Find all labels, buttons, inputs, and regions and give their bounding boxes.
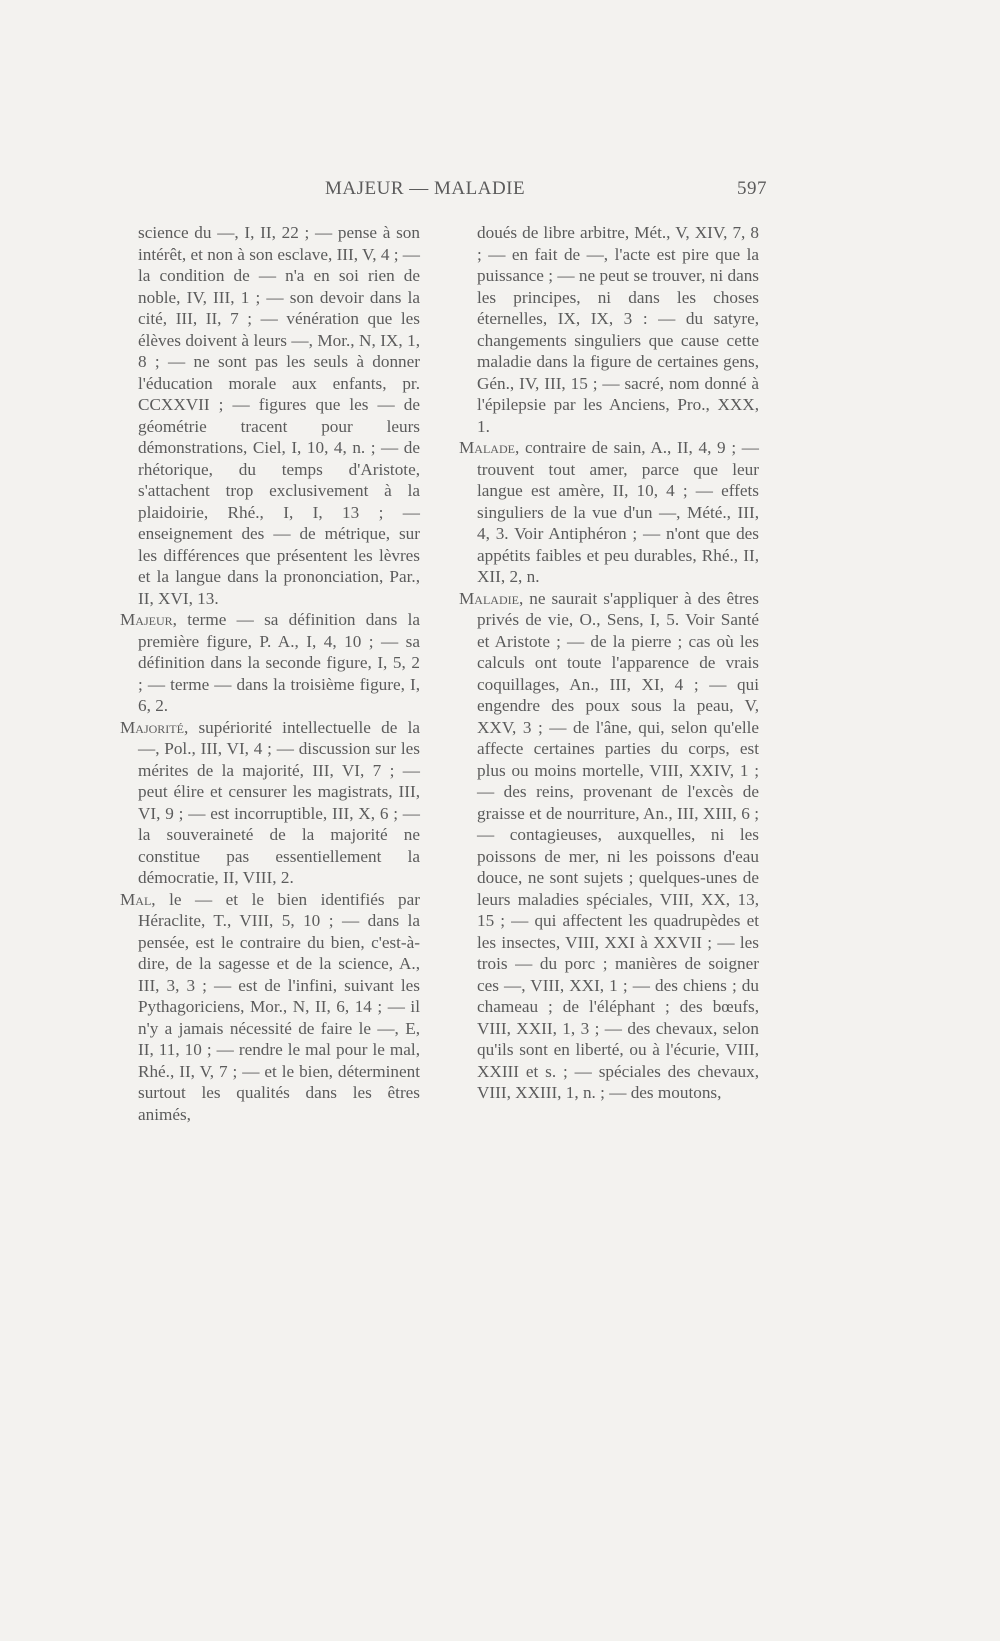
entry-text: , contraire de sain, A., II, 4, 9 ; — trouvent tout amer, parce que leur langue est amère, II, 10, 4 ; — effets singuliers de la vue d'un —, Mété., III, 4, 3. Voir Antiphéron ; — n'ont que des appétits faibles et peu durables, Rhé., II, XII, 2, n. xyxy=(477,438,759,586)
index-entry xyxy=(459,588,759,1104)
index-entry xyxy=(120,889,420,1126)
entry-text: , ne saurait s'appliquer à des êtres privés de vie, O., Sens, I, 5. Voir Santé et Aristote ; — de la pierre ; cas où les calculs ont toute l'apparence de vrais coquillages, An., III, XI, 4 ; — qui engendre des poux sous la peau, V, XXV, 3 ; — de l'âne, qui, selon qu'elle affecte certaines parties du corps, est plus ou moins mortelle, VIII, XXIV, 1 ; — des reins, provenant de l'excès de graisse et de nourriture, An., III, XIII, 6 ; — contagieuses, auxquelles, ni les poissons de mer, ni les poissons d'eau douce, ne sont sujets ; quelques-unes de leurs maladies spéciales, VIII, XX, 13, 15 ; — qui affectent les quadrupèdes et les insectes, VIII, XXI à XXVII ; — les trois — du porc ; manières de soigner ces —, VIII, XXI, 1 ; — des chiens ; du chameau ; de l'éléphant ; des bœufs, VIII, XXII, 1, 3 ; — des chevaux, selon qu'ils sont en liberté, ou à l'écurie, VIII, XXIII et s. ; — spéciales des chevaux, VIII, XXIII, 1, n. ; — des moutons, xyxy=(477,588,759,1102)
index-entry xyxy=(459,222,759,437)
page-number: 597 xyxy=(737,178,767,199)
running-title: MAJEUR — MALADIE xyxy=(325,178,526,199)
entry-headword: Majeur xyxy=(120,610,173,629)
entry-text: doués de libre arbitre, Mét., V, XIV, 7, 8 ; — en fait de —, l'acte est pire que la puissance ; — ne peut se trouver, ni dans les principes, ni dans les choses éternelles, IX, IX, 3 : — du satyre, changements singuliers que cause cette maladie dans la figure de certaines gens, Gén., IV, III, 15 ; — sacré, nom donné à l'épilepsie par les Anciens, Pro., XXX, 1. xyxy=(477,223,759,436)
entry-text: science du —, I, II, 22 ; — pense à son intérêt, et non à son esclave, III, V, 4 ; — la condition de — n'a en soi rien de noble, IV, III, 1 ; — son devoir dans la cité, III, II, 7 ; — vénération que les élèves doivent à leurs —, Mor., N, IX, 1, 8 ; — ne sont pas les seuls à donner l'éducation morale aux enfants, pr. CCXXVII ; — figures que les — de géométrie tracent pour leurs démonstrations, Ciel, I, 10, 4, n. ; — de rhétorique, du temps d'Aristote, s'attachent trop exclusivement à la plaidoirie, Rhé., I, I, 13 ; — enseignement des — de métrique, sur les différences que présentent les lèvres et la langue dans la prononciation, Par., II, XVI, 13. xyxy=(138,223,420,608)
entry-headword: Maladie xyxy=(459,588,519,608)
entry-headword: Majorité xyxy=(120,717,184,737)
entry-text: , le — et le bien identifiés par Héraclite, T., VIII, 5, 10 ; — dans la pensée, est le contraire du bien, c'est-à-dire, de la sagesse et de la science, A., III, 3, 3 ; — est de l'infini, suivant les Pythagoriciens, Mor., N, II, 6, 14 ; — il n'y a jamais nécessité de faire le —, E, II, 11, 10 ; — rendre le mal pour le mal, Rhé., II, V, 7 ; — et le bien, déterminent surtout les qualités dans les êtres animés, xyxy=(138,889,420,1124)
entry-headword: Malade xyxy=(459,438,515,457)
entry-headword: Mal xyxy=(120,889,152,909)
entry-text: , supériorité intellectuelle de la —, Pol., III, VI, 4 ; — discussion sur les mérites de la majorité, III, VI, 7 ; — peut élire et censurer les magistrats, III, VI, 9 ; — est incorruptible, III, X, 6 ; — la souveraineté de la majorité ne constitue pas essentiellement la démocratie, II, VIII, 2. xyxy=(138,717,420,887)
index-entry xyxy=(120,222,420,609)
index-entry xyxy=(120,717,420,889)
running-header xyxy=(135,178,767,208)
left-column xyxy=(120,222,420,1125)
index-entry xyxy=(120,609,420,717)
index-entry xyxy=(459,437,759,588)
right-column xyxy=(459,222,759,1104)
entry-text: , terme — sa définition dans la première figure, P. A., I, 4, 10 ; — sa définition dans la seconde figure, I, 5, 2 ; — terme — dans la troisième figure, I, 6, 2. xyxy=(138,610,420,715)
